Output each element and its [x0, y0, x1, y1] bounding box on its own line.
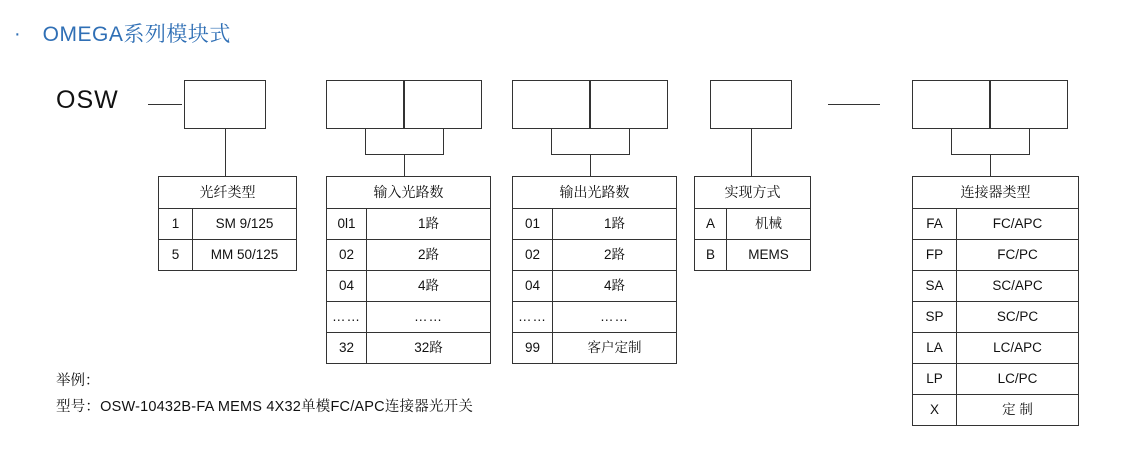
example-model: 型号：OSW-10432B-FA MEMS 4X32单模FC/APC连接器光开关 — [56, 399, 474, 415]
table-row — [513, 271, 677, 302]
cell-desc: FC/APC — [957, 209, 1079, 240]
cell-desc: 32路 — [367, 333, 491, 364]
connector-line — [1029, 129, 1030, 154]
cell-code: 1 — [159, 209, 193, 240]
table-row — [913, 364, 1079, 395]
cell-desc: 4路 — [367, 271, 491, 302]
table-row — [513, 302, 677, 333]
cell-desc: LC/PC — [957, 364, 1079, 395]
cell-desc: 1路 — [367, 209, 491, 240]
page-title-row — [14, 18, 231, 48]
table-row — [913, 395, 1079, 426]
cell-desc: 4路 — [553, 271, 677, 302]
table-row — [913, 333, 1079, 364]
prefix-label: OSW — [56, 86, 119, 114]
cell-code: FP — [913, 240, 957, 271]
table-row — [695, 209, 811, 240]
cell-desc: 2路 — [553, 240, 677, 271]
example-block — [56, 368, 473, 420]
connector-line — [951, 129, 952, 154]
table-row — [327, 302, 491, 333]
prefix-dash — [148, 104, 182, 105]
cell-code: LP — [913, 364, 957, 395]
cell-code: B — [695, 240, 727, 271]
cell-desc: 1路 — [553, 209, 677, 240]
cell-desc: 2路 — [367, 240, 491, 271]
table-row — [327, 240, 491, 271]
cell-code: 01 — [513, 209, 553, 240]
connector-line — [629, 129, 630, 154]
cell-desc: LC/APC — [957, 333, 1079, 364]
cell-code: …… — [327, 302, 367, 333]
cell-code: FA — [913, 209, 957, 240]
table-output-channels — [512, 176, 677, 364]
code-box-output-2 — [590, 80, 668, 129]
table-row — [327, 271, 491, 302]
table-fiber-type — [158, 176, 297, 271]
bullet-icon: · — [14, 23, 21, 45]
table-row — [913, 240, 1079, 271]
cell-desc: 定 制 — [957, 395, 1079, 426]
cell-desc: 客户定制 — [553, 333, 677, 364]
table-header: 输出光路数 — [513, 177, 677, 209]
cell-code: LA — [913, 333, 957, 364]
cell-desc: 机械 — [727, 209, 811, 240]
table-row — [513, 240, 677, 271]
code-box-connector-2 — [990, 80, 1068, 129]
connector-line — [751, 129, 752, 180]
table-row — [159, 240, 297, 271]
cell-desc: FC/PC — [957, 240, 1079, 271]
cell-desc: SC/APC — [957, 271, 1079, 302]
cell-code: 04 — [327, 271, 367, 302]
connector-line — [443, 129, 444, 154]
code-box-connector-1 — [912, 80, 990, 129]
table-row — [695, 240, 811, 271]
cell-desc: SM 9/125 — [193, 209, 297, 240]
cell-code: 99 — [513, 333, 553, 364]
connector-line — [365, 129, 366, 154]
connector-line — [225, 129, 226, 180]
code-box-output-1 — [512, 80, 590, 129]
table-row — [913, 271, 1079, 302]
table-row — [913, 209, 1079, 240]
cell-code: 04 — [513, 271, 553, 302]
table-header: 实现方式 — [695, 177, 811, 209]
table-row — [513, 333, 677, 364]
table-header: 连接器类型 — [913, 177, 1079, 209]
separator-dash — [828, 104, 880, 105]
code-box-fiber-type — [184, 80, 266, 129]
cell-code: A — [695, 209, 727, 240]
cell-code: X — [913, 395, 957, 426]
cell-code: 0l1 — [327, 209, 367, 240]
cell-code: SA — [913, 271, 957, 302]
code-box-implementation — [710, 80, 792, 129]
code-box-input-1 — [326, 80, 404, 129]
table-connector-type — [912, 176, 1079, 426]
table-row — [159, 209, 297, 240]
table-row — [513, 209, 677, 240]
cell-desc: SC/PC — [957, 302, 1079, 333]
cell-desc: MM 50/125 — [193, 240, 297, 271]
cell-code: …… — [513, 302, 553, 333]
page-title: OMEGA系列模块式 — [42, 23, 231, 46]
table-row — [327, 333, 491, 364]
cell-desc: MEMS — [727, 240, 811, 271]
table-implementation — [694, 176, 811, 271]
cell-code: 02 — [327, 240, 367, 271]
cell-code: 02 — [513, 240, 553, 271]
table-input-channels — [326, 176, 491, 364]
table-header: 输入光路数 — [327, 177, 491, 209]
table-row — [327, 209, 491, 240]
table-header: 光纤类型 — [159, 177, 297, 209]
cell-code: 32 — [327, 333, 367, 364]
table-row — [913, 302, 1079, 333]
code-box-input-2 — [404, 80, 482, 129]
cell-code: 5 — [159, 240, 193, 271]
connector-line — [551, 129, 552, 154]
cell-desc: …… — [553, 302, 677, 333]
cell-desc: …… — [367, 302, 491, 333]
cell-code: SP — [913, 302, 957, 333]
example-label: 举例： — [56, 373, 100, 389]
